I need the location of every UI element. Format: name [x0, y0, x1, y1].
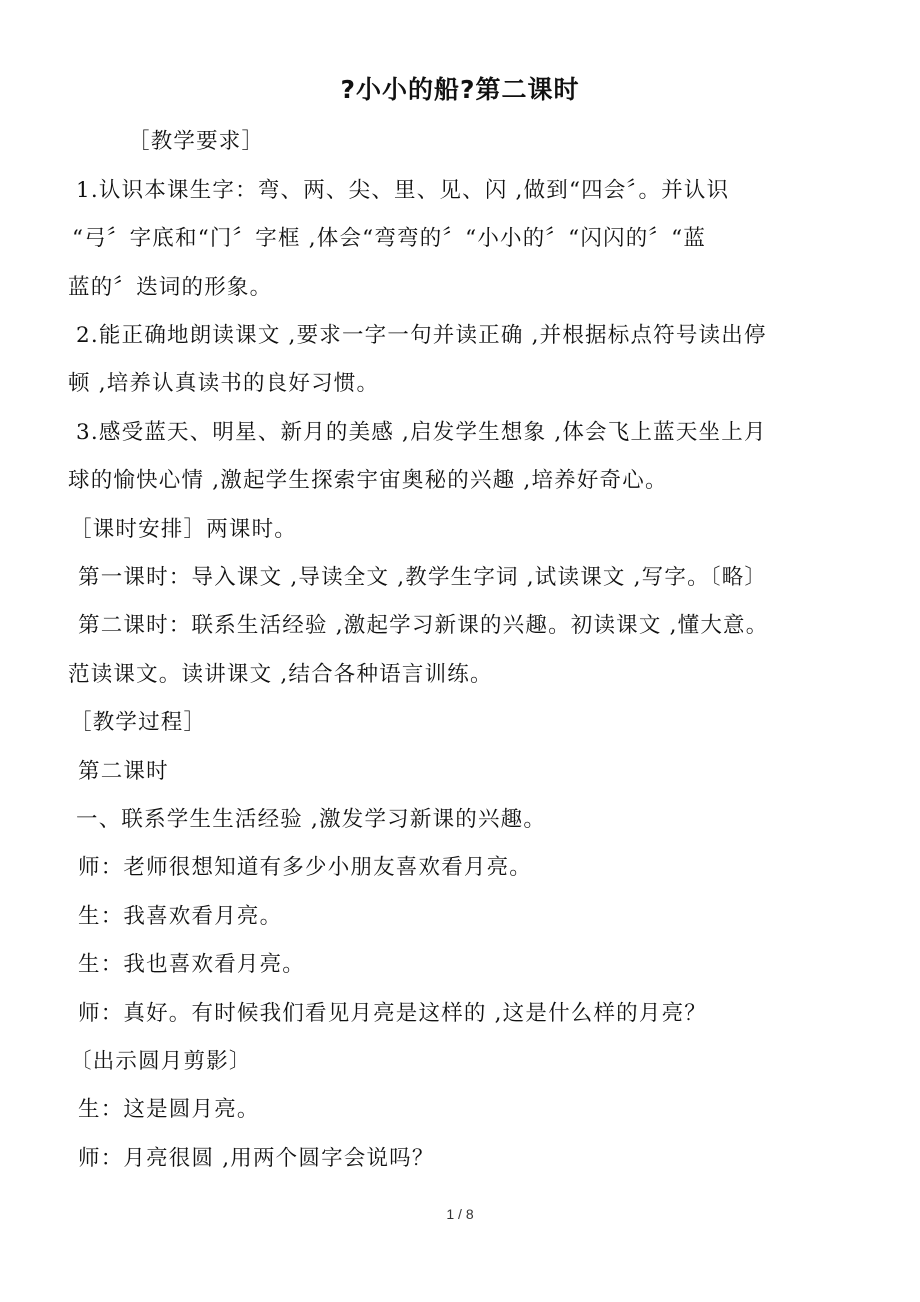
- section-heading-schedule: ［课时安排］两课时。: [70, 517, 298, 542]
- text-line: 生：我喜欢看月亮。: [78, 904, 283, 929]
- text-line: 球的愉快心情 ,激起学生探索宇宙奥秘的兴趣 ,培养好奇心。: [68, 468, 668, 493]
- page-title: ?小小的船?第二课时: [340, 75, 580, 104]
- text-line: 一、联系学生生活经验 ,激发学习新课的兴趣。: [76, 807, 547, 832]
- text-line: 1.认识本课生字：弯、两、尖、里、见、闪 ,做到“四会〞。并认识: [76, 178, 730, 203]
- page-indicator: 1 / 8: [446, 1206, 474, 1222]
- text-line: “弓〞字底和“门〞字框 ,体会“弯弯的〞“小小的〞“闪闪的〞“蓝: [72, 226, 707, 251]
- text-line: 第二课时：联系生活经验 ,激起学习新课的兴趣。初读课文 ,懂大意。: [78, 613, 769, 638]
- text-line: 蓝的〞迭词的形象。: [68, 275, 273, 300]
- text-line: 3.感受蓝天、明星、新月的美感 ,启发学生想象 ,体会飞上蓝天坐上月: [76, 420, 767, 445]
- text-line: 师：月亮很圆 ,用两个圆字会说吗？: [78, 1146, 435, 1171]
- text-line: 生：我也喜欢看月亮。: [78, 952, 306, 977]
- text-line: 第二课时: [78, 759, 169, 784]
- text-line: 生：这是圆月亮。: [78, 1097, 260, 1122]
- text-line: 顿 ,培养认真读书的良好习惯。: [68, 371, 380, 396]
- section-heading-requirements: ［教学要求］: [128, 129, 265, 154]
- text-line: 第一课时：导入课文 ,导读全文 ,教学生字词 ,试读课文 ,写字。〔略〕: [78, 565, 768, 590]
- text-line: 师：老师很想知道有多少小朋友喜欢看月亮。: [78, 855, 533, 880]
- text-line: 范读课文。读讲课文 ,结合各种语言训练。: [68, 662, 493, 687]
- section-heading-process: ［教学过程］: [70, 710, 207, 735]
- text-line: 师：真好。有时候我们看见月亮是这样的 ,这是什么样的月亮？: [78, 1001, 707, 1026]
- text-line: 2.能正确地朗读课文 ,要求一字一句并读正确 ,并根据标点符号读出停: [76, 323, 767, 348]
- text-line: 〔出示圆月剪影〕: [70, 1049, 252, 1074]
